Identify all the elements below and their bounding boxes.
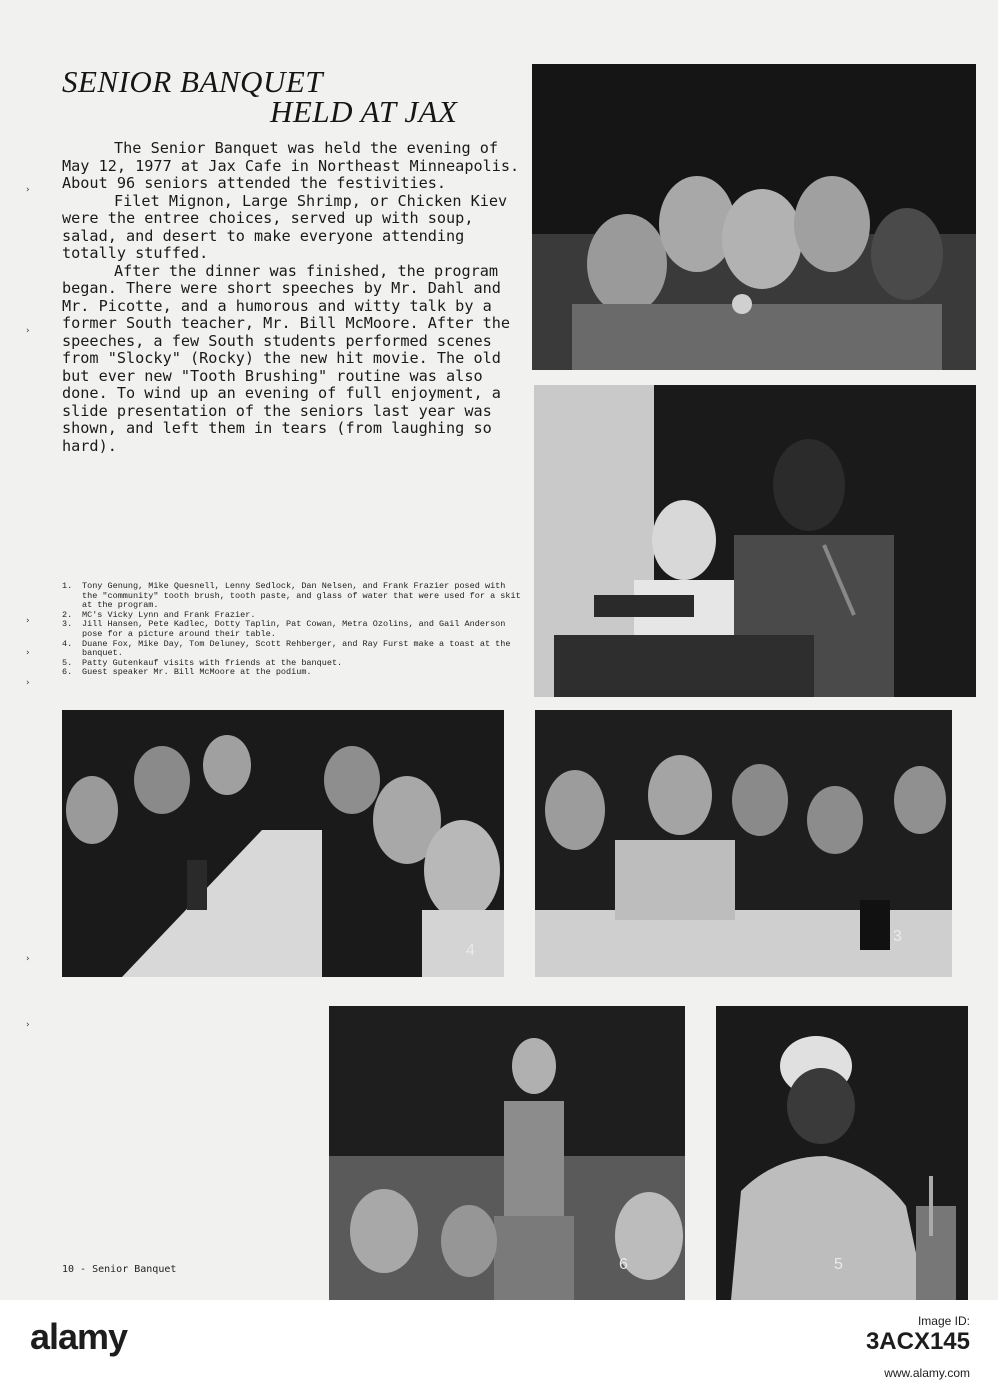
photo-mcs-image xyxy=(534,385,976,697)
article-paragraph: After the dinner was finished, the program began. There were short speeches by Mr. Dahl and Mr. Picotte, and a humorous and witty talk by a former South teacher, Mr. Bill McMoore. After the speeches, a few South students performed scenes from "Slocky" (Rocky) the new hit movie. The old but ever new "Tooth Brushing" routine was also done. To wind up an evening of full enjoyment, a slide presentation of the seniors last year was shown, and left them in tears (from laughing so hard). xyxy=(62,261,511,455)
image-id-label: Image ID: xyxy=(917,1314,970,1328)
article-body xyxy=(62,140,522,455)
photo-number-label: 6 xyxy=(619,1256,628,1273)
photo-speaker xyxy=(716,1006,968,1300)
caption-item: 6. Guest speaker Mr. Bill McMoore at the podium. xyxy=(62,667,312,678)
headline-line-2: HELD AT JAX xyxy=(270,94,458,129)
punch-mark-icon: › xyxy=(26,185,30,195)
caption-item: 2. MC's Vicky Lynn and Frank Frazier. xyxy=(62,609,256,620)
photo-toast-image xyxy=(535,710,952,977)
photo-table-group-image xyxy=(62,710,504,977)
caption-item: 5. Patty Gutenkauf visits with friends at the banquet. xyxy=(62,657,343,668)
punch-mark-icon: › xyxy=(26,678,30,688)
caption-item: 4. Duane Fox, Mike Day, Tom Deluney, Scott Rehberger, and Ray Furst make a toast at the banquet. xyxy=(62,638,511,659)
headline-line-1: SENIOR BANQUET xyxy=(62,64,324,99)
photo-visiting-image xyxy=(329,1006,685,1300)
punch-mark-icon: › xyxy=(26,616,30,626)
photo-number-label: 4 xyxy=(466,942,475,959)
caption-item: 1. Tony Genung, Mike Quesnell, Lenny Sedlock, Dan Nelsen, and Frank Frazier posed with the "community" tooth brush, tooth paste, and glass of water that were used for a skit at the program. xyxy=(62,581,521,611)
photo-captions xyxy=(62,582,522,678)
caption-item: 3. Jill Hansen, Pete Kadlec, Dotty Taplin, Pat Cowan, Metra Ozolins, and Gail Anderson pose for a picture around their table. xyxy=(62,619,506,639)
stock-watermark-bar xyxy=(0,1300,998,1390)
article-paragraph: Filet Mignon, Large Shrimp, or Chicken Kiev were the entree choices, served up with soup, salad, and desert to make everyone attending totally stuffed. xyxy=(62,191,508,262)
photo-group-toothbrush xyxy=(532,64,976,370)
photo-mcs xyxy=(534,385,976,697)
photo-number-label: 5 xyxy=(834,1256,843,1273)
stock-image-id xyxy=(866,1314,970,1356)
photo-visiting xyxy=(329,1006,685,1300)
photo-group-toothbrush-image xyxy=(532,64,976,370)
punch-mark-icon: › xyxy=(26,1020,30,1030)
stock-logo[interactable]: alamy xyxy=(30,1316,128,1357)
image-id-value: 3ACX145 xyxy=(865,1328,970,1355)
photo-toast xyxy=(535,710,952,977)
punch-mark-icon: › xyxy=(26,326,30,336)
photo-table-group xyxy=(62,710,504,977)
article-paragraph: The Senior Banquet was held the evening of May 12, 1977 at Jax Cafe in Northeast Minneapolis. About 96 seniors attended the festivities. xyxy=(62,139,520,192)
page-footer: 10 - Senior Banquet xyxy=(62,1264,177,1275)
punch-mark-icon: › xyxy=(26,648,30,658)
photo-number-label: 3 xyxy=(893,928,902,945)
stock-url-link[interactable]: www.alamy.com xyxy=(884,1366,970,1380)
punch-mark-icon: › xyxy=(26,954,30,964)
